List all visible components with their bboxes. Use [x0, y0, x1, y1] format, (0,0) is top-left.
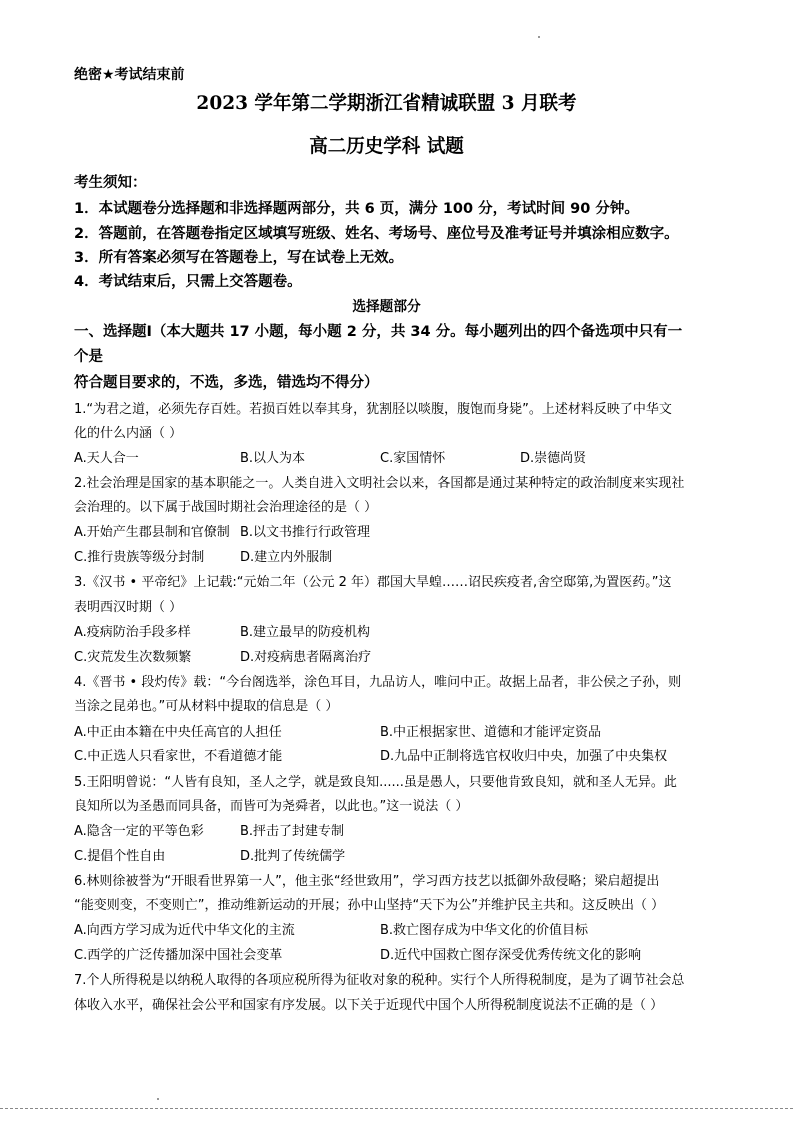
question-4-option-b: B.中正根据家世、道德和才能评定资品 [380, 725, 602, 740]
question-1-option-d: D.崇德尚贤 [520, 451, 587, 466]
notice-item: 3．所有答案必须写在答题卷上，写在试卷上无效。 [74, 250, 404, 266]
question-3-line: 表明西汉时期（ ） [74, 600, 183, 615]
question-2-option-b: B.以文书推行行政管理 [240, 525, 371, 540]
question-3-option-a: A.疫病防治手段多样 [74, 625, 191, 640]
question-2-line: 2.社会治理是国家的基本职能之一。人类自进入文明社会以来，各国都是通过某种特定的政治制度来实现社 [74, 476, 685, 491]
question-5-line: 良知所以为圣愚而同具备，而皆可为尧舜者，以此也。”这一说法（ ） [74, 799, 469, 814]
question-1-option-a: A.天人合一 [74, 451, 139, 466]
question-3-line: 3.《汉书 • 平帝纪》上记载:“元始二年（公元 2 年）郡国大旱蝗……诏民疾疫者,舍空邸第,为置医药。”这 [74, 575, 672, 590]
question-4-line: 当涂之昆弟也。”可从材料中提取的信息是（ ） [74, 699, 339, 714]
exam-subtitle: 高二历史学科 试题 [309, 135, 464, 157]
question-6-option-a: A.向西方学习成为近代中华文化的主流 [74, 923, 295, 938]
question-7-line: 体收入水平，确保社会公平和国家有序发展。以下关于近现代中国个人所得税制度说法不正确的是（ ） [74, 998, 664, 1013]
question-3-option-b: B.建立最早的防疫机构 [240, 625, 371, 640]
part-instruction-line: 个是 [74, 349, 103, 365]
question-5-option-c: C.提倡个性自由 [74, 849, 166, 864]
exam-title: 2023 学年第二学期浙江省精诚联盟 3 月联考 [196, 92, 577, 114]
notice-item: 2．答题前，在答题卷指定区域填写班级、姓名、考场号、座位号及准考证号并填涂相应数字。 [74, 226, 679, 242]
question-1-line: 化的什么内涵（ ） [74, 426, 183, 441]
question-2-option-c: C.推行贵族等级分封制 [74, 550, 205, 565]
question-2-option-d: D.建立内外服制 [240, 550, 333, 565]
question-6-option-d: D.近代中国救亡图存深受优秀传统文化的影响 [380, 948, 642, 963]
question-4-option-d: D.九品中正制将选官权收归中央，加强了中央集权 [380, 749, 668, 764]
footer-rule [0, 1108, 793, 1109]
notice-heading: 考生须知： [74, 175, 147, 191]
notice-item: 1．本试题卷分选择题和非选择题两部分，共 6 页，满分 100 分，考试时间 90 分钟。 [74, 201, 639, 217]
question-2-option-a: A.开始产生郡县制和官僚制 [74, 525, 230, 540]
question-4-line: 4.《晋书 • 段灼传》载：“今台阁选举，涂色耳目，九品访人，唯问中正。故据上品者，非公侯之子孙，则 [74, 675, 682, 690]
question-5-option-d: D.批判了传统儒学 [240, 849, 346, 864]
question-6-option-b: B.救亡图存成为中华文化的价值目标 [380, 923, 589, 938]
secret-label: 绝密★考试结束前 [74, 67, 185, 83]
question-6-line: 6.林则徐被誉为“开眼看世界第一人”，他主张“经世致用”，学习西方技艺以抵御外敌侵略；梁启超提出 [74, 874, 660, 889]
question-2-line: 会治理的。以下属于战国时期社会治理途径的是（ ） [74, 500, 378, 515]
scan-speck [538, 36, 540, 38]
question-5-option-b: B.抨击了封建专制 [240, 824, 345, 839]
question-1-option-c: C.家国情怀 [380, 451, 446, 466]
question-6-line: “能变则变，不变则亡”，推动维新运动的开展；孙中山坚持“天下为公”并维护民主共和。这反映出（ ） [74, 898, 665, 913]
question-3-option-d: D.对疫病患者隔离治疗 [240, 650, 372, 665]
question-5-line: 5.王阳明曾说：“人皆有良知，圣人之学，就是致良知......虽是愚人，只要他肯致良知，就和圣人无异。此 [74, 775, 677, 790]
question-4-option-c: C.中正选人只看家世，不看道德才能 [74, 749, 283, 764]
question-7-line: 7.个人所得税是以纳税人取得的各项应税所得为征收对象的税种。实行个人所得税制度，是为了调节社会总 [74, 973, 685, 988]
question-1-option-b: B.以人为本 [240, 451, 306, 466]
notice-item: 4．考试结束后，只需上交答题卷。 [74, 274, 302, 290]
question-1-line: 1.“为君之道，必须先存百姓。若损百姓以奉其身，犹割胫以啖腹，腹饱而身毙”。上述材料反映了中华文 [74, 402, 672, 417]
part-instruction-line: 符合题目要求的，不选，多选，错选均不得分） [74, 375, 379, 391]
question-6-option-c: C.西学的广泛传播加深中国社会变革 [74, 948, 283, 963]
question-5-option-a: A.隐含一定的平等色彩 [74, 824, 204, 839]
scan-speck [157, 1098, 159, 1100]
part-instruction-line: 一、选择题Ⅰ（本大题共 17 小题，每小题 2 分，共 34 分。每小题列出的四个备选项中只有一 [74, 324, 683, 340]
question-4-option-a: A.中正由本籍在中央任高官的人担任 [74, 725, 282, 740]
section-title: 选择题部分 [352, 299, 421, 315]
question-3-option-c: C.灾荒发生次数频繁 [74, 650, 192, 665]
